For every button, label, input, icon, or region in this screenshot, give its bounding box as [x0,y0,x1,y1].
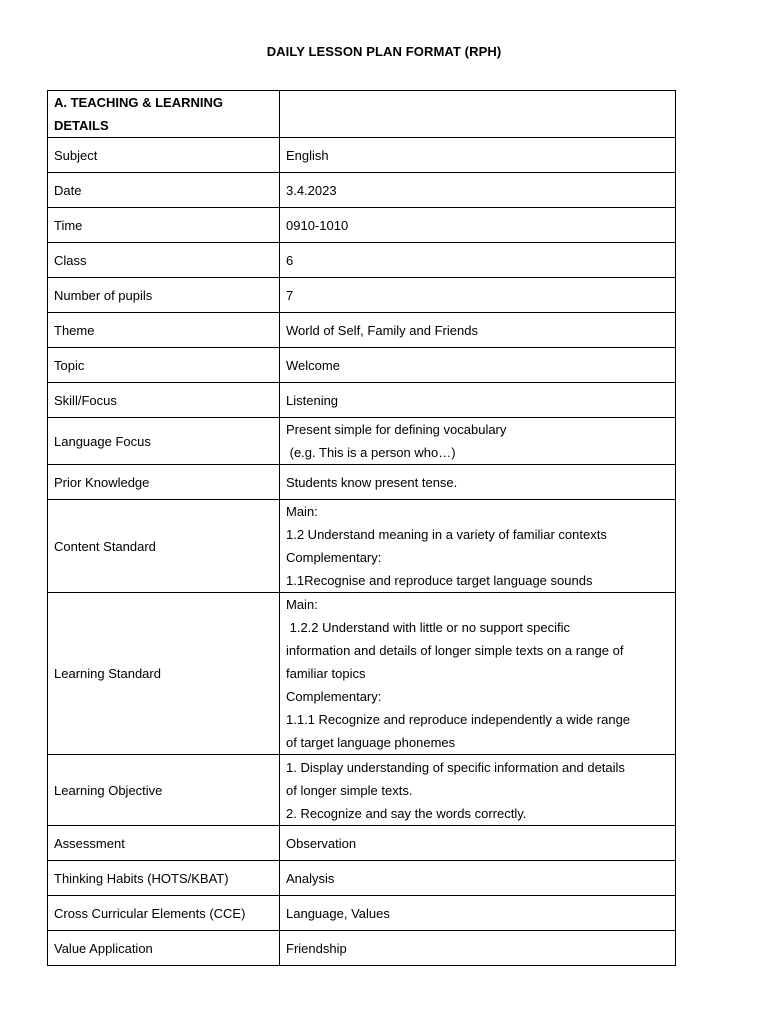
table-row [48,243,676,278]
table-row [48,208,676,243]
row-value [280,593,676,755]
row-label: Language Focus [48,418,280,465]
row-value-line: Present simple for defining vocabulary [286,422,507,437]
row-value [280,896,676,931]
row-value-line: (e.g. This is a person who…) [286,445,456,460]
table-row [48,755,676,826]
row-label: Thinking Habits (HOTS/KBAT) [48,861,280,896]
row-value-line: 1.2 Understand meaning in a variety of familiar contexts [286,527,607,542]
table-row [48,383,676,418]
row-value-line: 1.1.1 Recognize and reproduce independently a wide range [286,712,631,727]
row-value-line: Listening [286,392,339,408]
section-heading-value [280,91,676,138]
row-label: Assessment [48,826,280,861]
row-label: Learning Objective [48,755,280,826]
row-value-line: 6 [286,252,294,268]
row-value [280,138,676,173]
row-value-line: Friendship [286,940,347,956]
row-label: Topic [48,348,280,383]
row-value-line: of longer simple texts. [286,782,413,798]
table-row [48,896,676,931]
row-label: Content Standard [48,500,280,593]
row-value [280,313,676,348]
row-value [280,348,676,383]
row-value [280,173,676,208]
row-label: Subject [48,138,280,173]
row-value-line: Students know present tense. [286,474,458,490]
row-value-line: of target language phonemes [286,735,456,750]
row-value-line: familiar topics [286,666,366,681]
table-row [48,465,676,500]
table-row [48,138,676,173]
row-value-line: 3.4.2023 [286,182,337,198]
table-row [48,593,676,755]
row-value-line: 1.2.2 Understand with little or no support specific [286,620,570,635]
row-value-line: Complementary: [286,689,382,704]
row-value-line: World of Self, Family and Friends [286,322,478,338]
row-label: Learning Standard [48,593,280,755]
row-value-line: Main: [286,504,318,519]
table-row [48,861,676,896]
row-value-line: Language, Values [286,905,390,921]
row-value-line: English [286,147,329,163]
table-row [48,348,676,383]
row-value [280,418,676,465]
row-label: Skill/Focus [48,383,280,418]
row-value [280,826,676,861]
row-value-line: 1.1Recognise and reproduce target language sounds [286,573,593,588]
row-value-line: information and details of longer simple texts on a range of [286,643,624,658]
table-row [48,500,676,593]
row-value-line: Analysis [286,870,335,886]
row-value [280,465,676,500]
row-label: Time [48,208,280,243]
section-heading: A. TEACHING & LEARNING DETAILS [48,91,280,138]
row-label: Cross Curricular Elements (CCE) [48,896,280,931]
row-value-line: Complementary: [286,550,382,565]
row-value [280,500,676,593]
row-value-line: Welcome [286,357,340,373]
row-value-line: 1. Display understanding of specific information and details [286,759,625,775]
row-label: Value Application [48,931,280,966]
row-label: Number of pupils [48,278,280,313]
row-label: Prior Knowledge [48,465,280,500]
document-title: DAILY LESSON PLAN FORMAT (RPH) [266,44,502,59]
table-row [48,418,676,465]
table-row [48,313,676,348]
row-value-line: 0910-1010 [286,217,349,233]
table-row [48,278,676,313]
table-header-row [48,91,676,138]
row-label: Class [48,243,280,278]
row-label: Theme [48,313,280,348]
row-label: Date [48,173,280,208]
row-value [280,861,676,896]
table-row [48,826,676,861]
table-row [48,931,676,966]
row-value-line: Observation [286,835,357,851]
row-value-line: Main: [286,597,318,612]
row-value-line: 7 [286,287,294,303]
row-value [280,208,676,243]
lesson-plan-table [47,90,676,966]
row-value [280,383,676,418]
row-value [280,755,676,826]
row-value [280,931,676,966]
row-value-line: 2. Recognize and say the words correctly. [286,805,527,821]
row-value [280,243,676,278]
row-value [280,278,676,313]
table-row [48,173,676,208]
